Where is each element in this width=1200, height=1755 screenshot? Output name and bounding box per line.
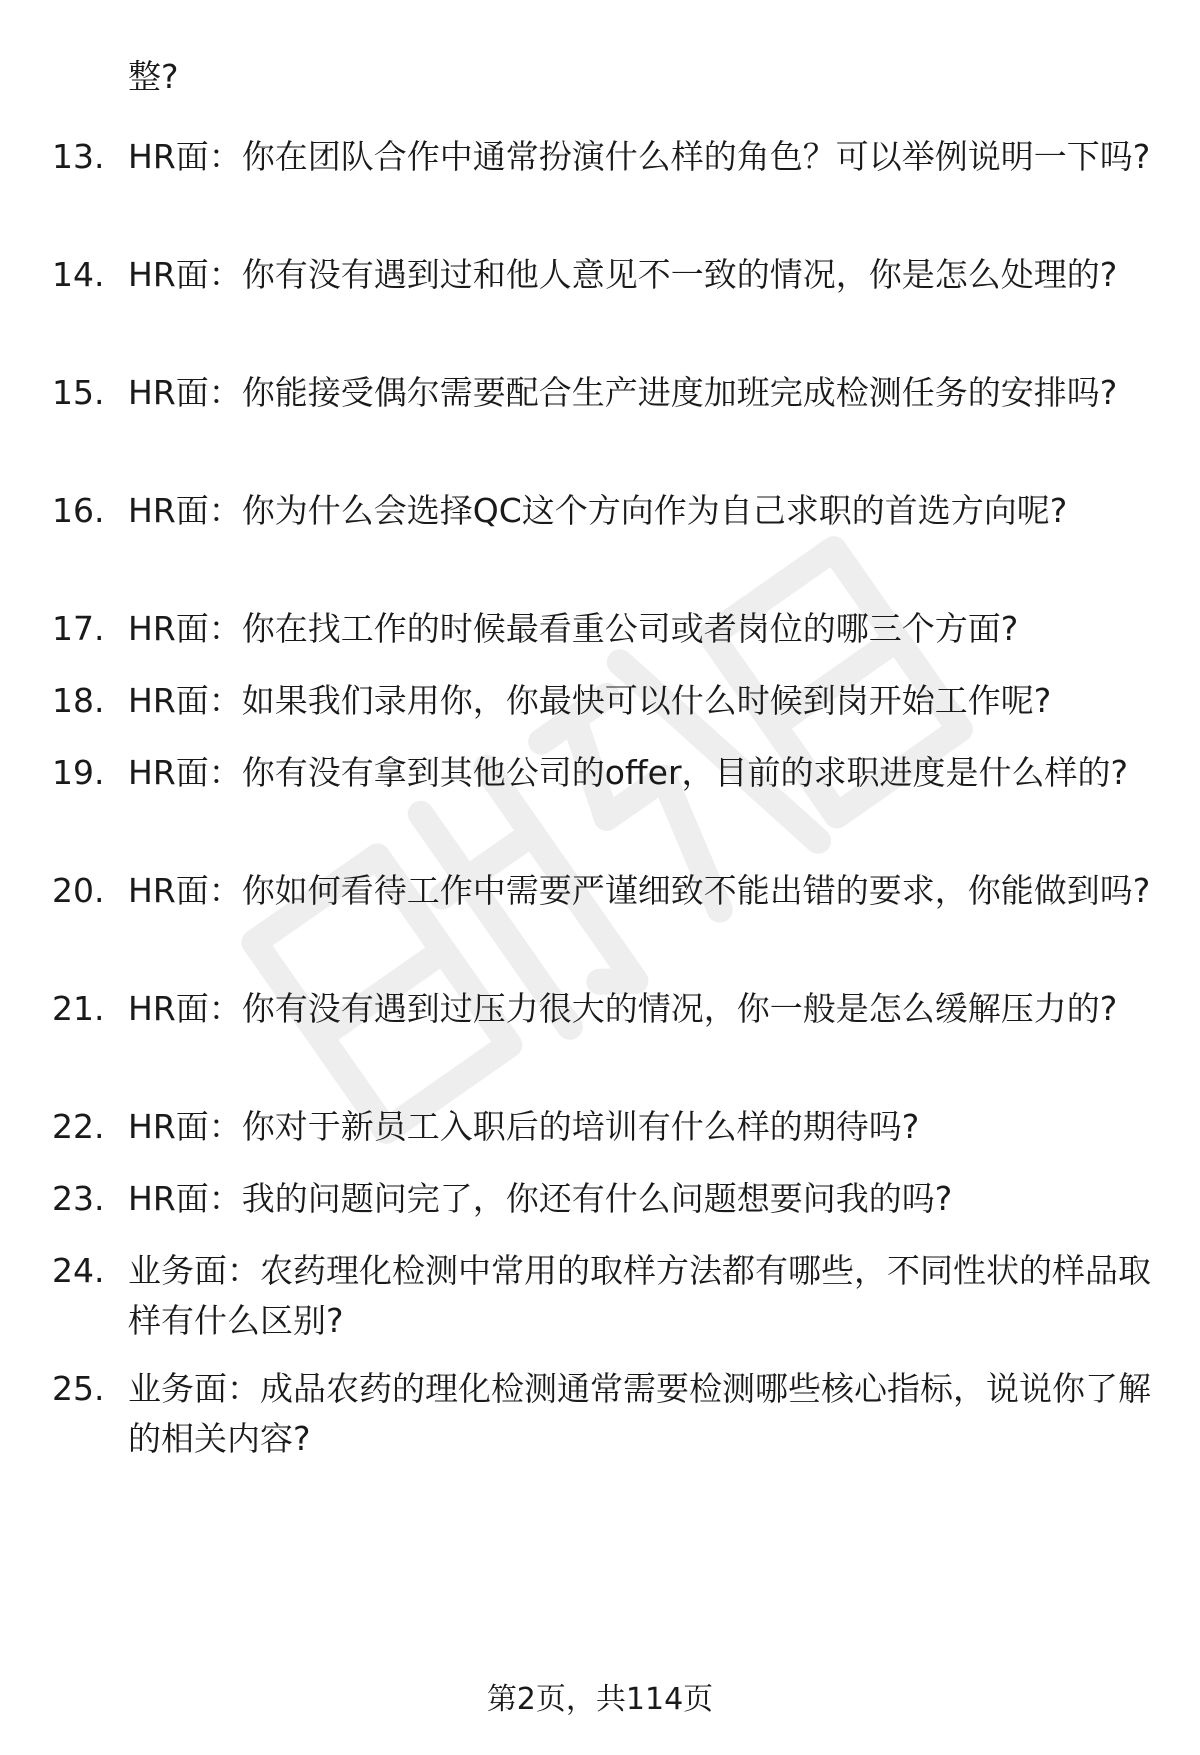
- item-number: 15.: [52, 373, 105, 412]
- item-number: 14.: [52, 255, 105, 294]
- item-text: HR面：我的问题问完了，你还有什么问题想要问我的吗?: [128, 1179, 953, 1218]
- page-number-footer: 第2页，共114页: [486, 1682, 714, 1717]
- item-text: HR面：你对于新员工入职后的培训有什么样的期待吗?: [128, 1107, 920, 1146]
- item-number: 19.: [52, 753, 105, 792]
- item-number: 13.: [52, 137, 105, 176]
- item-text: HR面：如果我们录用你，你最快可以什么时候到岗开始工作呢?: [128, 681, 1052, 720]
- item-text: HR面：你如何看待工作中需要严谨细致不能出错的要求，你能做到吗?: [128, 871, 1151, 910]
- item-text: HR面：你有没有遇到过和他人意见不一致的情况，你是怎么处理的?: [128, 255, 1118, 294]
- item-number: 16.: [52, 491, 105, 530]
- item-number: 21.: [52, 989, 105, 1028]
- item-text: HR面：你在找工作的时候最看重公司或者岗位的哪三个方面?: [128, 609, 1019, 648]
- item-number: 17.: [52, 609, 105, 648]
- item-number: 23.: [52, 1179, 105, 1218]
- item-number: 24.: [52, 1251, 105, 1290]
- item-text: HR面：你能接受偶尔需要配合生产进度加班完成检测任务的安排吗?: [128, 373, 1118, 412]
- item-number: 18.: [52, 681, 105, 720]
- item-text: HR面：你有没有遇到过压力很大的情况，你一般是怎么缓解压力的?: [128, 989, 1118, 1028]
- item-number: 22.: [52, 1107, 105, 1146]
- item-text: 业务面：成品农药的理化检测通常需要检测哪些核心指标，说说你了解的相关内容?: [128, 1369, 1151, 1458]
- item-number: 20.: [52, 871, 105, 910]
- item-text: HR面：你在团队合作中通常扮演什么样的角色？可以举例说明一下吗?: [128, 137, 1151, 176]
- item-text: HR面：你为什么会选择QC这个方向作为自己求职的首选方向呢?: [128, 491, 1068, 530]
- continuation-text: 整?: [128, 57, 179, 96]
- item-number: 25.: [52, 1369, 105, 1408]
- item-text: 业务面：农药理化检测中常用的取样方法都有哪些，不同性状的样品取样有什么区别?: [128, 1251, 1151, 1340]
- item-text: HR面：你有没有拿到其他公司的offer，目前的求职进度是什么样的?: [128, 753, 1129, 792]
